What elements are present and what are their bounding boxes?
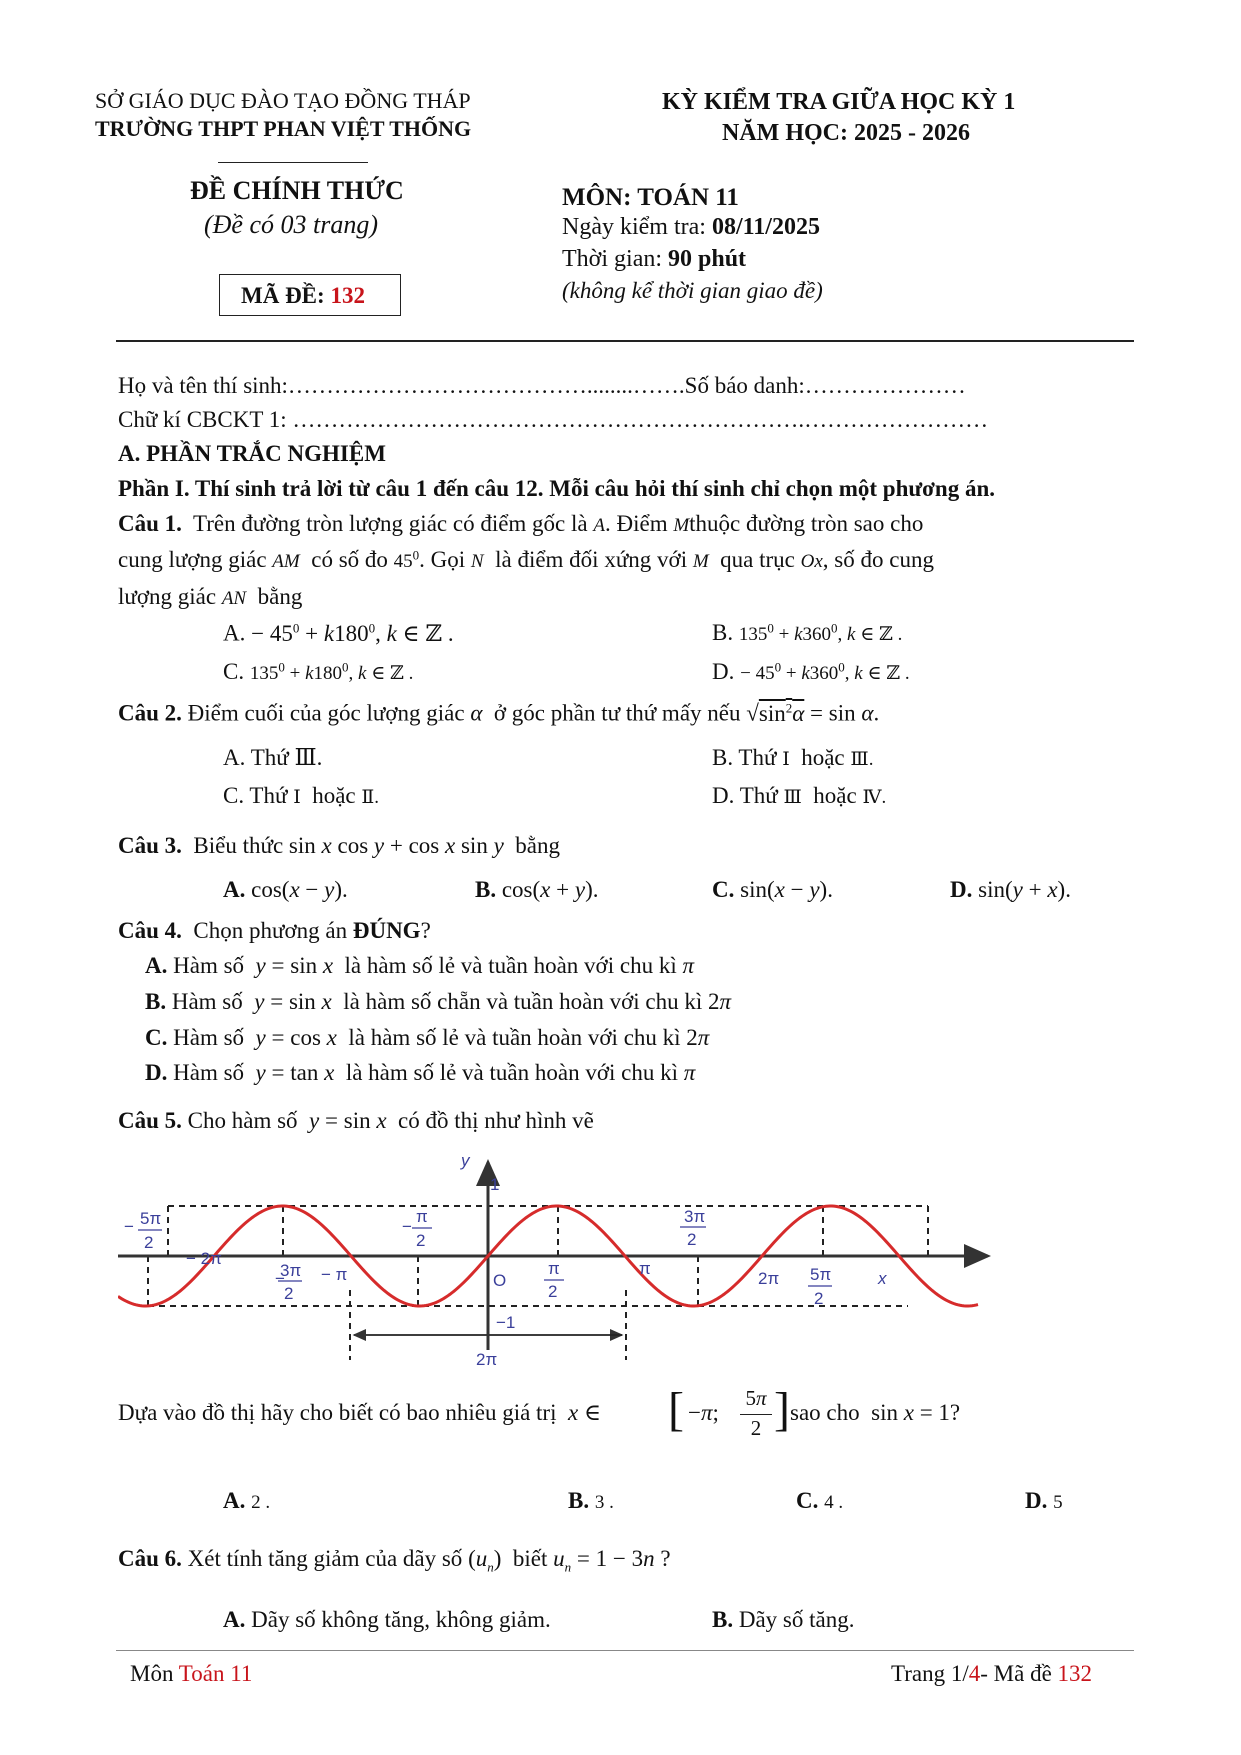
footer-subject: Môn Toán 11 <box>130 1661 253 1686</box>
exam-date: Ngày kiểm tra: 08/11/2025 <box>562 214 820 240</box>
svg-text:2: 2 <box>284 1284 294 1303</box>
q6-stem: Câu 6. Xét tính tăng giảm của dãy số $(u_n)$ biết $u_n = 1 - 3n$ ? <box>118 1546 671 1575</box>
q1-line3: lượng giác AN bằng <box>118 584 303 609</box>
official-label: ĐỀ CHÍNH THỨC <box>190 176 404 205</box>
q3-option-d[interactable]: D. sin(y + x). <box>950 877 1071 902</box>
svg-text:π: π <box>416 1207 428 1226</box>
q2-option-b[interactable]: B. Thứ Ⅰ hoặc Ⅲ. <box>712 745 874 770</box>
graph-labels <box>124 1151 887 1369</box>
signature-line: Chữ kí CBCKT 1: ………………………………………………………….…………………… <box>118 407 989 432</box>
exam-title: KỲ KIỂM TRA GIỮA HỌC KỲ 1 <box>662 89 1016 115</box>
q5-option-d[interactable]: D. 5 <box>1025 1488 1063 1513</box>
header-divider <box>116 340 1134 342</box>
svg-text:π: π <box>548 1259 560 1278</box>
interval-bracket-left: [ <box>668 1383 684 1436</box>
section-title: A. PHẦN TRẮC NGHIỆM <box>118 441 386 466</box>
q1-option-b[interactable]: B. $135^0 + k360^0$, k ∈ ℤ . <box>712 620 903 645</box>
q5-stem: Câu 5. Cho hàm số y = sin x có đồ thị như hình vẽ <box>118 1108 594 1133</box>
q4-option-b[interactable]: B. Hàm số y = sin x là hàm số chẵn và tuần hoàn với chu kì 2π <box>145 989 732 1014</box>
svg-text:−: − <box>124 1217 134 1236</box>
part-instructions: Phần I. Thí sinh trả lời từ câu 1 đến câu 12. Mỗi câu hỏi thí sinh chỉ chọn một phương án. <box>118 476 995 501</box>
q6-option-b[interactable]: B. Dãy số tăng. <box>712 1607 855 1632</box>
svg-text:π: π <box>639 1259 651 1278</box>
subject: MÔN: TOÁN 11 <box>562 184 739 211</box>
q3-stem: Câu 3. Biểu thức sin x cos y + cos x sin y bằng <box>118 833 561 858</box>
svg-text:5π: 5π <box>140 1209 162 1228</box>
svg-text:x: x <box>878 1269 887 1288</box>
q4-option-d[interactable]: D. Hàm số y = tan x là hàm số lẻ và tuần hoàn với chu kì π <box>145 1060 696 1085</box>
svg-text:1: 1 <box>490 1175 500 1194</box>
q1-option-a[interactable]: A. − $45^0 + k180^0$, k ∈ ℤ . <box>223 620 454 646</box>
header-underline <box>218 162 368 163</box>
svg-text:2: 2 <box>687 1230 697 1249</box>
q1-line2: cung lượng giác AM có số đo $45^0$. Gọi N là điểm đối xứng với M qua trục Ox, số đo cung <box>118 547 934 572</box>
exam-duration: Thời gian: 90 phút <box>562 246 747 272</box>
interval-bracket-right: ] <box>774 1383 790 1436</box>
svg-text:−1: −1 <box>496 1313 516 1332</box>
svg-text:y: y <box>461 1151 470 1170</box>
svg-text:−: − <box>402 1217 412 1236</box>
q2-stem: Câu 2. Điểm cuối của góc lượng giác α ở góc phần tư thứ mấy nếu $√\sin^2\alpha = \sin \alpha$. <box>118 700 880 726</box>
q4-stem: Câu 4. Chọn phương án ĐÚNG? <box>118 918 431 943</box>
q5-ask: Dựa vào đồ thị hãy cho biết có bao nhiêu giá trị x ∈ <box>118 1400 601 1425</box>
q2-option-d[interactable]: D. Thứ Ⅲ hoặc Ⅳ. <box>712 783 887 808</box>
sine-graph <box>118 1150 998 1375</box>
interval-right-num: 5π <box>745 1386 767 1410</box>
svg-text:3π: 3π <box>684 1207 706 1226</box>
q4-option-c[interactable]: C. Hàm số y = cos x là hàm số lẻ và tuần hoàn với chu kì 2π <box>145 1025 710 1050</box>
department-name: SỞ GIÁO DỤC ĐÀO TẠO ĐỒNG THÁP <box>95 88 471 113</box>
svg-text:2π: 2π <box>758 1269 780 1288</box>
svg-text:2: 2 <box>144 1233 154 1252</box>
q1-option-c[interactable]: C. $135^0 + k180^0$, k ∈ ℤ . <box>223 659 414 684</box>
svg-text:−: − <box>275 1269 285 1288</box>
q1-line1: Câu 1. Trên đường tròn lượng giác có điểm gốc là A. Điểm Mthuộc đường tròn sao cho <box>118 511 924 536</box>
q5-option-b[interactable]: B. 3 . <box>568 1488 614 1513</box>
duration-note: (không kể thời gian giao đề) <box>562 278 823 303</box>
svg-text:3π: 3π <box>280 1261 302 1280</box>
interval-right-den: 2 <box>750 1416 762 1440</box>
exam-code: MÃ ĐỀ: 132 <box>241 283 365 308</box>
footer-divider <box>116 1650 1134 1651</box>
svg-text:2: 2 <box>814 1289 824 1308</box>
q4-option-a[interactable]: A. Hàm số y = sin x là hàm số lẻ và tuần hoàn với chu kì π <box>145 953 694 978</box>
footer-page-info: Trang 1/4- Mã đề 132 <box>891 1661 1093 1686</box>
svg-text:− π: − π <box>321 1265 348 1284</box>
q3-option-a[interactable]: A. cos(x − y). <box>223 877 348 902</box>
svg-text:5π: 5π <box>810 1265 832 1284</box>
school-name: TRƯỜNG THPT PHAN VIỆT THỐNG <box>95 116 472 141</box>
interval-left: −π; <box>688 1400 719 1425</box>
q5-option-c[interactable]: C. 4 . <box>796 1488 844 1513</box>
svg-text:2π: 2π <box>476 1350 498 1369</box>
q1-option-d[interactable]: D. − $45^0 + k360^0$, k ∈ ℤ . <box>712 659 910 684</box>
q5-ask-end: sao cho sin x = 1? <box>790 1400 961 1425</box>
q6-option-a[interactable]: A. Dãy số không tăng, không giảm. <box>223 1607 551 1632</box>
q2-option-c[interactable]: C. Thứ Ⅰ hoặc Ⅱ. <box>223 783 380 808</box>
q2-option-a[interactable]: A. Thứ Ⅲ. <box>223 745 323 770</box>
svg-text:2: 2 <box>548 1282 558 1301</box>
q5-option-a[interactable]: A. 2 . <box>223 1488 271 1513</box>
student-name-line: Họ và tên thí sinh:…………………………………........…….Số báo danh:………………… <box>118 373 966 398</box>
svg-text:2: 2 <box>416 1231 426 1250</box>
pages-note: (Đề có 03 trang) <box>204 210 379 239</box>
q3-option-c[interactable]: C. sin(x − y). <box>712 877 833 902</box>
q3-option-b[interactable]: B. cos(x + y). <box>475 877 599 902</box>
svg-text:− 2π: − 2π <box>186 1249 222 1268</box>
svg-text:O: O <box>493 1271 507 1290</box>
school-year: NĂM HỌC: 2025 - 2026 <box>722 120 970 146</box>
